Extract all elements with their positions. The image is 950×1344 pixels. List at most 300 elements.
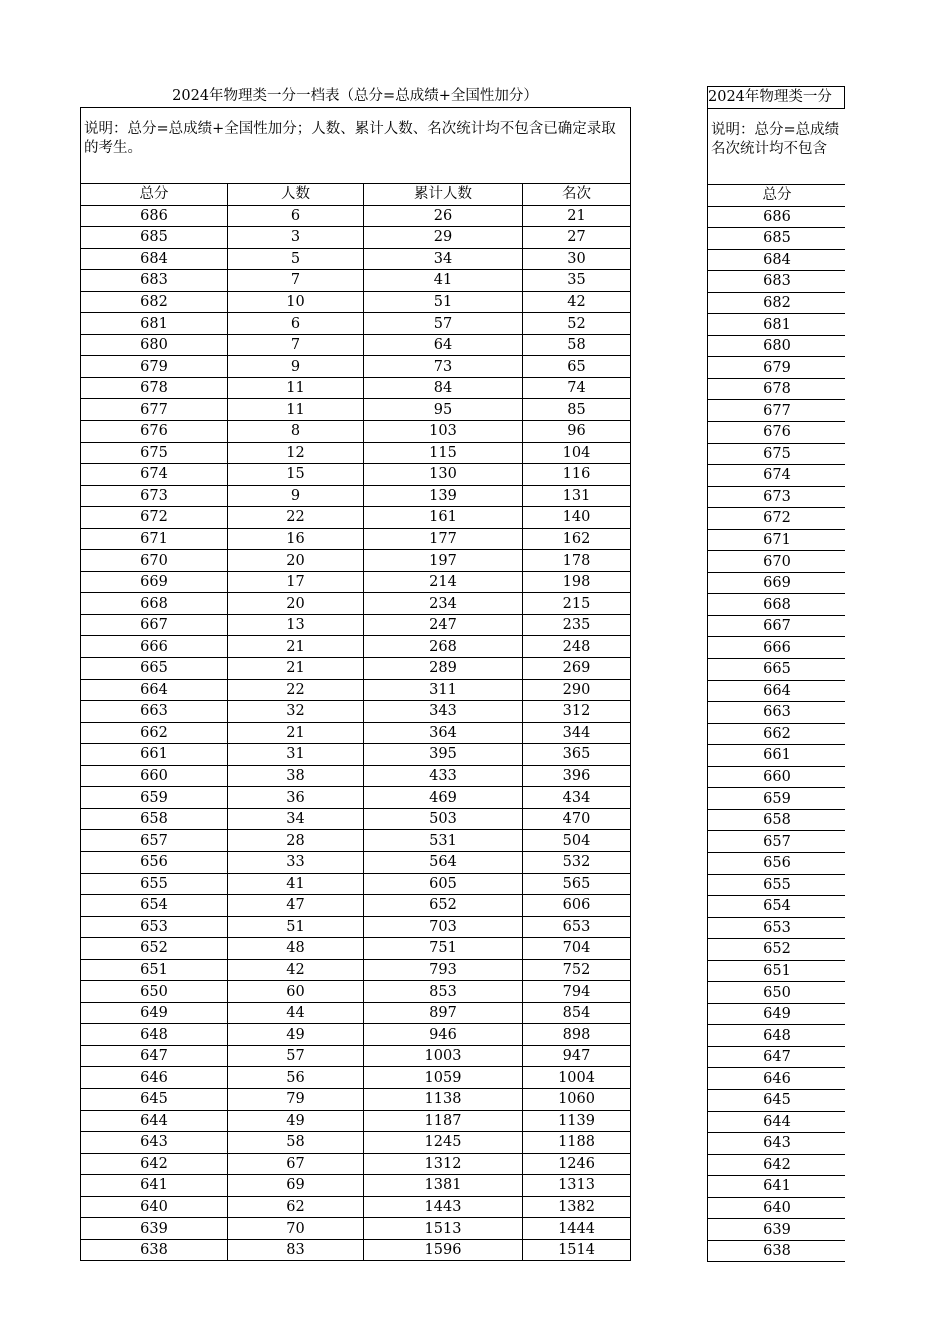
table-row bbox=[708, 400, 846, 422]
cell-total-score: 673 bbox=[81, 485, 228, 507]
cell-total-score: 662 bbox=[708, 723, 846, 745]
cell-rank: 606 bbox=[523, 895, 631, 917]
cell-count: 48 bbox=[228, 938, 364, 960]
cell-count: 21 bbox=[228, 722, 364, 744]
table-row bbox=[81, 1218, 631, 1240]
cell-total-score: 683 bbox=[708, 271, 846, 293]
cell-cumulative: 1003 bbox=[364, 1045, 523, 1067]
table-row bbox=[81, 248, 631, 270]
cell-rank: 27 bbox=[523, 227, 631, 249]
table-row bbox=[81, 571, 631, 593]
cell-cumulative: 703 bbox=[364, 916, 523, 938]
cell-total-score: 662 bbox=[81, 722, 228, 744]
cell-rank: 396 bbox=[523, 765, 631, 787]
cell-total-score: 664 bbox=[708, 680, 846, 702]
cell-total-score: 675 bbox=[708, 443, 846, 465]
table-row bbox=[708, 1133, 846, 1155]
cell-rank: 104 bbox=[523, 442, 631, 464]
table-row bbox=[81, 981, 631, 1003]
cell-total-score: 666 bbox=[708, 637, 846, 659]
cell-total-score: 657 bbox=[81, 830, 228, 852]
cell-count: 17 bbox=[228, 571, 364, 593]
cell-rank: 1246 bbox=[523, 1153, 631, 1175]
cell-total-score: 665 bbox=[708, 659, 846, 681]
cell-count: 36 bbox=[228, 787, 364, 809]
table-row bbox=[81, 421, 631, 443]
cell-total-score: 686 bbox=[708, 206, 846, 228]
cell-cumulative: 139 bbox=[364, 485, 523, 507]
cell-total-score: 666 bbox=[81, 636, 228, 658]
table-row bbox=[708, 378, 846, 400]
cell-count: 58 bbox=[228, 1132, 364, 1154]
cell-total-score: 670 bbox=[81, 550, 228, 572]
cell-count: 31 bbox=[228, 744, 364, 766]
table-row bbox=[81, 808, 631, 830]
cell-cumulative: 1312 bbox=[364, 1153, 523, 1175]
cell-cumulative: 103 bbox=[364, 421, 523, 443]
cell-total-score: 686 bbox=[81, 205, 228, 227]
cell-cumulative: 57 bbox=[364, 313, 523, 335]
cell-rank: 140 bbox=[523, 507, 631, 529]
table-row bbox=[81, 1088, 631, 1110]
cell-total-score: 665 bbox=[81, 658, 228, 680]
cell-count: 6 bbox=[228, 205, 364, 227]
cell-total-score: 639 bbox=[708, 1219, 846, 1241]
score-table-sheet-copy bbox=[707, 86, 845, 1262]
table-row bbox=[81, 291, 631, 313]
cell-cumulative: 41 bbox=[364, 270, 523, 292]
cell-total-score: 673 bbox=[708, 486, 846, 508]
table-row bbox=[708, 1003, 846, 1025]
score-table-copy bbox=[707, 108, 845, 1262]
cell-rank: 85 bbox=[523, 399, 631, 421]
cell-cumulative: 1381 bbox=[364, 1175, 523, 1197]
cell-rank: 269 bbox=[523, 658, 631, 680]
table-row bbox=[708, 292, 846, 314]
cell-count: 9 bbox=[228, 356, 364, 378]
cell-total-score: 651 bbox=[708, 960, 846, 982]
cell-rank: 704 bbox=[523, 938, 631, 960]
cell-cumulative: 289 bbox=[364, 658, 523, 680]
table-row bbox=[708, 357, 846, 379]
table-row bbox=[708, 572, 846, 594]
cell-total-score: 674 bbox=[708, 465, 846, 487]
cell-count: 11 bbox=[228, 377, 364, 399]
cell-total-score: 647 bbox=[81, 1045, 228, 1067]
table-row bbox=[708, 659, 846, 681]
table-row bbox=[708, 443, 846, 465]
cell-count: 41 bbox=[228, 873, 364, 895]
cell-count: 44 bbox=[228, 1002, 364, 1024]
cell-cumulative: 503 bbox=[364, 808, 523, 830]
table-row bbox=[81, 614, 631, 636]
cell-count: 20 bbox=[228, 550, 364, 572]
table-row bbox=[81, 593, 631, 615]
table-row bbox=[81, 1002, 631, 1024]
table-row bbox=[708, 335, 846, 357]
cell-cumulative: 197 bbox=[364, 550, 523, 572]
cell-count: 6 bbox=[228, 313, 364, 335]
table-row bbox=[708, 1025, 846, 1047]
cell-rank: 52 bbox=[523, 313, 631, 335]
cell-cumulative: 311 bbox=[364, 679, 523, 701]
note-line-2: 名次统计均不包含 bbox=[711, 141, 827, 157]
cell-count: 7 bbox=[228, 334, 364, 356]
cell-total-score: 641 bbox=[708, 1176, 846, 1198]
cell-rank: 35 bbox=[523, 270, 631, 292]
cell-cumulative: 946 bbox=[364, 1024, 523, 1046]
header-total-score: 总分 bbox=[708, 185, 846, 207]
table-row bbox=[708, 271, 846, 293]
cell-count: 33 bbox=[228, 851, 364, 873]
cell-rank: 1060 bbox=[523, 1088, 631, 1110]
cell-rank: 1444 bbox=[523, 1218, 631, 1240]
cell-cumulative: 51 bbox=[364, 291, 523, 313]
cell-total-score: 668 bbox=[81, 593, 228, 615]
header-row bbox=[708, 185, 846, 207]
cell-cumulative: 531 bbox=[364, 830, 523, 852]
score-table-sheet bbox=[80, 86, 630, 1261]
table-row bbox=[708, 939, 846, 961]
cell-count: 42 bbox=[228, 959, 364, 981]
cell-cumulative: 395 bbox=[364, 744, 523, 766]
cell-cumulative: 84 bbox=[364, 377, 523, 399]
cell-cumulative: 1187 bbox=[364, 1110, 523, 1132]
cell-cumulative: 177 bbox=[364, 528, 523, 550]
cell-count: 16 bbox=[228, 528, 364, 550]
table-row bbox=[708, 831, 846, 853]
cell-total-score: 668 bbox=[708, 594, 846, 616]
cell-total-score: 641 bbox=[81, 1175, 228, 1197]
cell-rank: 532 bbox=[523, 851, 631, 873]
cell-rank: 434 bbox=[523, 787, 631, 809]
cell-total-score: 681 bbox=[708, 314, 846, 336]
table-row bbox=[708, 637, 846, 659]
cell-total-score: 655 bbox=[81, 873, 228, 895]
cell-total-score: 654 bbox=[81, 895, 228, 917]
table-row bbox=[81, 722, 631, 744]
table-row bbox=[81, 205, 631, 227]
table-row bbox=[708, 680, 846, 702]
table-row bbox=[708, 228, 846, 250]
table-row bbox=[81, 830, 631, 852]
cell-total-score: 679 bbox=[81, 356, 228, 378]
cell-total-score: 663 bbox=[81, 701, 228, 723]
table-row bbox=[708, 1111, 846, 1133]
header-total-score: 总分 bbox=[81, 184, 228, 206]
cell-total-score: 656 bbox=[81, 851, 228, 873]
cell-rank: 947 bbox=[523, 1045, 631, 1067]
cell-total-score: 669 bbox=[708, 572, 846, 594]
cell-count: 7 bbox=[228, 270, 364, 292]
table-row bbox=[81, 528, 631, 550]
table-title-truncated: 2024年物理类一分 bbox=[707, 86, 845, 108]
cell-cumulative: 853 bbox=[364, 981, 523, 1003]
table-row bbox=[708, 508, 846, 530]
header-count: 人数 bbox=[228, 184, 364, 206]
table-row bbox=[81, 464, 631, 486]
cell-cumulative: 247 bbox=[364, 614, 523, 636]
cell-rank: 198 bbox=[523, 571, 631, 593]
cell-total-score: 663 bbox=[708, 702, 846, 724]
cell-total-score: 651 bbox=[81, 959, 228, 981]
cell-total-score: 669 bbox=[81, 571, 228, 593]
cell-count: 79 bbox=[228, 1088, 364, 1110]
table-row bbox=[81, 227, 631, 249]
cell-cumulative: 34 bbox=[364, 248, 523, 270]
cell-rank: 312 bbox=[523, 701, 631, 723]
cell-total-score: 657 bbox=[708, 831, 846, 853]
cell-count: 22 bbox=[228, 507, 364, 529]
cell-count: 28 bbox=[228, 830, 364, 852]
cell-cumulative: 73 bbox=[364, 356, 523, 378]
cell-total-score: 644 bbox=[81, 1110, 228, 1132]
cell-total-score: 661 bbox=[81, 744, 228, 766]
cell-cumulative: 1596 bbox=[364, 1239, 523, 1261]
cell-count: 3 bbox=[228, 227, 364, 249]
cell-cumulative: 1513 bbox=[364, 1218, 523, 1240]
table-row bbox=[708, 1240, 846, 1262]
cell-count: 49 bbox=[228, 1024, 364, 1046]
cell-cumulative: 564 bbox=[364, 851, 523, 873]
cell-rank: 65 bbox=[523, 356, 631, 378]
table-row bbox=[708, 1046, 846, 1068]
table-row bbox=[708, 529, 846, 551]
table-row bbox=[708, 917, 846, 939]
table-row bbox=[81, 1067, 631, 1089]
cell-rank: 30 bbox=[523, 248, 631, 270]
table-row bbox=[81, 377, 631, 399]
cell-count: 32 bbox=[228, 701, 364, 723]
cell-total-score: 650 bbox=[81, 981, 228, 1003]
cell-count: 8 bbox=[228, 421, 364, 443]
cell-count: 70 bbox=[228, 1218, 364, 1240]
cell-total-score: 652 bbox=[708, 939, 846, 961]
cell-total-score: 664 bbox=[81, 679, 228, 701]
cell-total-score: 671 bbox=[81, 528, 228, 550]
table-row bbox=[81, 399, 631, 421]
cell-rank: 1139 bbox=[523, 1110, 631, 1132]
cell-total-score: 684 bbox=[81, 248, 228, 270]
table-row bbox=[708, 874, 846, 896]
cell-rank: 1382 bbox=[523, 1196, 631, 1218]
cell-rank: 1313 bbox=[523, 1175, 631, 1197]
cell-count: 51 bbox=[228, 916, 364, 938]
table-note-truncated bbox=[708, 109, 846, 185]
cell-count: 60 bbox=[228, 981, 364, 1003]
cell-total-score: 640 bbox=[708, 1197, 846, 1219]
table-row bbox=[81, 765, 631, 787]
cell-total-score: 677 bbox=[708, 400, 846, 422]
table-row bbox=[708, 1176, 846, 1198]
cell-rank: 365 bbox=[523, 744, 631, 766]
cell-total-score: 667 bbox=[708, 615, 846, 637]
cell-count: 83 bbox=[228, 1239, 364, 1261]
table-row bbox=[708, 702, 846, 724]
cell-total-score: 672 bbox=[708, 508, 846, 530]
cell-count: 20 bbox=[228, 593, 364, 615]
table-row bbox=[81, 1132, 631, 1154]
cell-total-score: 649 bbox=[708, 1003, 846, 1025]
score-table bbox=[80, 107, 631, 1261]
table-row bbox=[81, 959, 631, 981]
cell-total-score: 648 bbox=[708, 1025, 846, 1047]
table-row bbox=[708, 1154, 846, 1176]
cell-total-score: 667 bbox=[81, 614, 228, 636]
cell-count: 9 bbox=[228, 485, 364, 507]
cell-total-score: 679 bbox=[708, 357, 846, 379]
table-row bbox=[81, 679, 631, 701]
cell-cumulative: 605 bbox=[364, 873, 523, 895]
cell-rank: 290 bbox=[523, 679, 631, 701]
table-row bbox=[708, 615, 846, 637]
cell-count: 22 bbox=[228, 679, 364, 701]
table-row bbox=[708, 1068, 846, 1090]
cell-cumulative: 161 bbox=[364, 507, 523, 529]
table-row bbox=[81, 873, 631, 895]
table-row bbox=[708, 723, 846, 745]
cell-total-score: 646 bbox=[708, 1068, 846, 1090]
table-note: 说明：总分=总成绩+全国性加分；人数、累计人数、名次统计均不包含已确定录取的考生。 bbox=[81, 108, 631, 184]
cell-cumulative: 433 bbox=[364, 765, 523, 787]
cell-total-score: 681 bbox=[81, 313, 228, 335]
cell-cumulative: 234 bbox=[364, 593, 523, 615]
cell-total-score: 676 bbox=[81, 421, 228, 443]
cell-cumulative: 343 bbox=[364, 701, 523, 723]
table-row bbox=[81, 485, 631, 507]
cell-total-score: 638 bbox=[708, 1240, 846, 1262]
table-row bbox=[81, 550, 631, 572]
cell-total-score: 648 bbox=[81, 1024, 228, 1046]
table-row bbox=[81, 916, 631, 938]
cell-rank: 116 bbox=[523, 464, 631, 486]
header-cumulative: 累计人数 bbox=[364, 184, 523, 206]
table-row bbox=[81, 938, 631, 960]
cell-cumulative: 268 bbox=[364, 636, 523, 658]
cell-total-score: 682 bbox=[81, 291, 228, 313]
cell-count: 57 bbox=[228, 1045, 364, 1067]
note-line-1: 说明：总分=总成绩 bbox=[711, 122, 840, 138]
cell-rank: 248 bbox=[523, 636, 631, 658]
table-row bbox=[708, 960, 846, 982]
cell-total-score: 660 bbox=[708, 766, 846, 788]
cell-cumulative: 751 bbox=[364, 938, 523, 960]
cell-count: 21 bbox=[228, 636, 364, 658]
cell-total-score: 682 bbox=[708, 292, 846, 314]
table-row bbox=[81, 1175, 631, 1197]
header-row bbox=[81, 184, 631, 206]
cell-total-score: 661 bbox=[708, 745, 846, 767]
table-row bbox=[708, 594, 846, 616]
table-row bbox=[708, 896, 846, 918]
cell-rank: 854 bbox=[523, 1002, 631, 1024]
cell-total-score: 660 bbox=[81, 765, 228, 787]
cell-rank: 504 bbox=[523, 830, 631, 852]
cell-cumulative: 95 bbox=[364, 399, 523, 421]
cell-rank: 96 bbox=[523, 421, 631, 443]
cell-total-score: 645 bbox=[81, 1088, 228, 1110]
cell-count: 13 bbox=[228, 614, 364, 636]
cell-total-score: 680 bbox=[81, 334, 228, 356]
cell-total-score: 680 bbox=[708, 335, 846, 357]
table-row bbox=[81, 1239, 631, 1261]
table-row bbox=[708, 766, 846, 788]
table-row bbox=[708, 465, 846, 487]
cell-total-score: 642 bbox=[708, 1154, 846, 1176]
cell-cumulative: 1245 bbox=[364, 1132, 523, 1154]
table-row bbox=[81, 658, 631, 680]
cell-count: 11 bbox=[228, 399, 364, 421]
table-row bbox=[708, 1089, 846, 1111]
cell-rank: 752 bbox=[523, 959, 631, 981]
cell-total-score: 653 bbox=[708, 917, 846, 939]
cell-total-score: 670 bbox=[708, 551, 846, 573]
cell-total-score: 652 bbox=[81, 938, 228, 960]
cell-rank: 1514 bbox=[523, 1239, 631, 1261]
cell-total-score: 646 bbox=[81, 1067, 228, 1089]
cell-total-score: 656 bbox=[708, 852, 846, 874]
cell-rank: 794 bbox=[523, 981, 631, 1003]
cell-total-score: 647 bbox=[708, 1046, 846, 1068]
table-row bbox=[81, 1196, 631, 1218]
table-row bbox=[81, 507, 631, 529]
cell-total-score: 685 bbox=[81, 227, 228, 249]
cell-rank: 653 bbox=[523, 916, 631, 938]
cell-total-score: 655 bbox=[708, 874, 846, 896]
cell-count: 34 bbox=[228, 808, 364, 830]
table-row bbox=[81, 636, 631, 658]
cell-total-score: 643 bbox=[81, 1132, 228, 1154]
table-row bbox=[81, 356, 631, 378]
cell-rank: 131 bbox=[523, 485, 631, 507]
cell-total-score: 649 bbox=[81, 1002, 228, 1024]
cell-total-score: 683 bbox=[81, 270, 228, 292]
cell-rank: 1188 bbox=[523, 1132, 631, 1154]
cell-count: 67 bbox=[228, 1153, 364, 1175]
cell-count: 56 bbox=[228, 1067, 364, 1089]
cell-cumulative: 29 bbox=[364, 227, 523, 249]
cell-total-score: 674 bbox=[81, 464, 228, 486]
cell-total-score: 645 bbox=[708, 1089, 846, 1111]
table-row bbox=[81, 442, 631, 464]
cell-total-score: 658 bbox=[708, 809, 846, 831]
cell-cumulative: 26 bbox=[364, 205, 523, 227]
cell-total-score: 650 bbox=[708, 982, 846, 1004]
cell-count: 69 bbox=[228, 1175, 364, 1197]
cell-total-score: 654 bbox=[708, 896, 846, 918]
cell-count: 49 bbox=[228, 1110, 364, 1132]
cell-rank: 74 bbox=[523, 377, 631, 399]
table-row bbox=[708, 809, 846, 831]
table-row bbox=[81, 895, 631, 917]
table-row bbox=[81, 744, 631, 766]
cell-rank: 1004 bbox=[523, 1067, 631, 1089]
table-row bbox=[708, 551, 846, 573]
table-row bbox=[708, 314, 846, 336]
cell-cumulative: 64 bbox=[364, 334, 523, 356]
cell-cumulative: 214 bbox=[364, 571, 523, 593]
cell-cumulative: 115 bbox=[364, 442, 523, 464]
cell-count: 12 bbox=[228, 442, 364, 464]
table-row bbox=[81, 313, 631, 335]
table-row bbox=[81, 701, 631, 723]
table-row bbox=[708, 249, 846, 271]
table-row bbox=[708, 486, 846, 508]
cell-total-score: 659 bbox=[708, 788, 846, 810]
cell-total-score: 638 bbox=[81, 1239, 228, 1261]
cell-count: 47 bbox=[228, 895, 364, 917]
cell-total-score: 677 bbox=[81, 399, 228, 421]
